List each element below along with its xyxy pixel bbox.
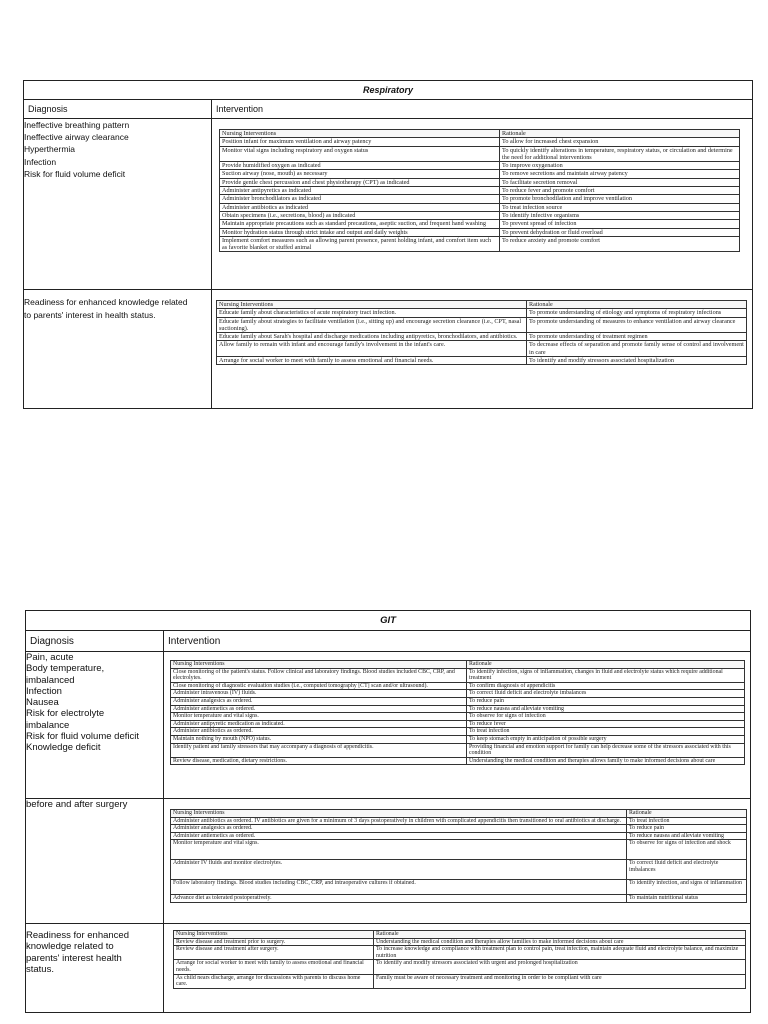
rationale-text: To reduce nausea and alleviate vomiting bbox=[467, 705, 745, 713]
diagnosis-cell bbox=[24, 290, 212, 409]
table-row bbox=[171, 682, 745, 690]
intervention-cell bbox=[164, 799, 751, 924]
interventions-table bbox=[216, 300, 747, 365]
rationale-text: To confirm diagnosis of appendicitis bbox=[467, 682, 745, 690]
rationale-text: To promote understanding of treatment regimen bbox=[527, 333, 747, 341]
table-row bbox=[171, 720, 745, 728]
intervention-cell bbox=[212, 119, 753, 290]
diagnosis-line: Risk for fluid volume deficit bbox=[26, 731, 139, 743]
intervention-text: Identify patient and family stressors that may accompany a diagnosis of appendicitis. bbox=[171, 743, 467, 757]
rationale-text: To treat infection source bbox=[500, 203, 740, 211]
interventions-header-row bbox=[171, 810, 747, 818]
diagnosis-cell bbox=[26, 652, 164, 799]
interventions-table bbox=[170, 660, 745, 765]
table-row bbox=[220, 138, 740, 146]
table-row bbox=[171, 880, 747, 895]
rationale-text: To treat infection bbox=[627, 817, 747, 825]
table-row bbox=[171, 817, 747, 825]
intervention-text: Maintain nothing by mouth (NPO) status. bbox=[171, 735, 467, 743]
rationale-text: To prevent spread of infection bbox=[500, 220, 740, 228]
table-row bbox=[220, 220, 740, 228]
rationale-text: To quickly identify alterations in temperature, respiratory status, or circulation and determine the need for additional interventions bbox=[500, 146, 740, 162]
diagnosis-line: Risk for electrolyte bbox=[26, 708, 105, 720]
diagnosis-line: Infection bbox=[24, 156, 57, 167]
table-row bbox=[220, 178, 740, 186]
interventions-table bbox=[170, 809, 747, 903]
interventions-header-row bbox=[174, 931, 746, 939]
rationale-text: To prevent dehydration or fluid overload bbox=[500, 228, 740, 236]
rationale-text: To identify and modify stressors associated with urgent and prolonged hospitalization bbox=[374, 960, 746, 974]
intervention-text: Arrange for social worker to meet with family to assess emotional and financial needs. bbox=[174, 960, 374, 974]
intervention-text: Review disease and treatment prior to surgery. bbox=[174, 938, 374, 946]
table-row bbox=[220, 203, 740, 211]
rationale-header: Rationale bbox=[467, 661, 745, 669]
table-row bbox=[220, 236, 740, 252]
table-row bbox=[217, 317, 747, 333]
table-row bbox=[217, 357, 747, 365]
intervention-cell bbox=[164, 652, 751, 799]
table-row bbox=[220, 195, 740, 203]
intervention-text: Monitor vital signs including respiratory and oxygen status bbox=[220, 146, 500, 162]
intervention-text: Advance diet as tolerated postoperatively. bbox=[171, 895, 627, 903]
rationale-text: To allow for increased chest expansion bbox=[500, 138, 740, 146]
nursing-interventions-header: Nursing Interventions bbox=[174, 931, 374, 939]
rationale-text: To decrease effects of separation and promote family sense of control and involvement in care bbox=[527, 341, 747, 357]
table-row bbox=[171, 668, 745, 682]
table-row bbox=[171, 840, 747, 860]
table-row bbox=[171, 690, 745, 698]
rationale-text: To increase knowledge and compliance with treatment plan to control pain, treat infection, maintain adequate fluid and electrolyte balance, and maximize nutrition bbox=[374, 946, 746, 960]
intervention-text: Provide humidified oxygen as indicated bbox=[220, 162, 500, 170]
nursing-interventions-header: Nursing Interventions bbox=[171, 810, 627, 818]
rationale-text: To promote understanding of measures to enhance ventilation and airway clearance bbox=[527, 317, 747, 333]
rationale-text: Family must be aware of necessary treatment and monitoring in order to be compliant with care bbox=[374, 974, 746, 988]
rationale-header: Rationale bbox=[500, 130, 740, 138]
table-row bbox=[171, 735, 745, 743]
intervention-header: Intervention bbox=[212, 100, 753, 119]
intervention-text: Educate family about characteristics of acute respiratory tract infection. bbox=[217, 309, 527, 317]
table-row bbox=[174, 938, 746, 946]
table-row bbox=[171, 860, 747, 880]
diagnosis-line: parents' interest health bbox=[26, 952, 122, 964]
table-row bbox=[171, 832, 747, 840]
rationale-header: Rationale bbox=[374, 931, 746, 939]
intervention-text: Educate family about strategies to facilitate ventilation (i.e., sitting up) and encourage secretion clearance (i.e., CPT, nasal suctioning). bbox=[217, 317, 527, 333]
diagnosis-line: Knowledge deficit bbox=[26, 742, 101, 754]
table-row bbox=[220, 170, 740, 178]
rationale-text: To reduce fever bbox=[467, 720, 745, 728]
rationale-text: To reduce pain bbox=[467, 697, 745, 705]
diagnosis-line: Body temperature, bbox=[26, 663, 105, 675]
table-row bbox=[174, 946, 746, 960]
rationale-text: To observe for signs of infection and shock bbox=[627, 840, 747, 860]
intervention-text: Obtain specimens (i.e., secretions, blood) as indicated bbox=[220, 211, 500, 219]
rationale-text: Providing financial and emotion support for family can help decrease some of the stressors associated with this condition bbox=[467, 743, 745, 757]
interventions-table bbox=[173, 930, 746, 989]
git-title: GIT bbox=[26, 611, 751, 631]
diagnosis-header: Diagnosis bbox=[26, 631, 164, 652]
rationale-text: To reduce nausea and alleviate vomiting bbox=[627, 832, 747, 840]
rationale-text: To promote understanding of etiology and symptoms of respiratory infections bbox=[527, 309, 747, 317]
rationale-text: To identify and modify stressors associated hospitalization bbox=[527, 357, 747, 365]
diagnosis-line: before and after surgery bbox=[26, 799, 128, 810]
diagnosis-line: imbalance bbox=[26, 719, 70, 731]
diagnosis-line: to parents' interest in health status. bbox=[24, 310, 156, 320]
nursing-interventions-header: Nursing Interventions bbox=[217, 301, 527, 309]
intervention-text: Allow family to remain with infant and encourage family's involvement in the infant's care. bbox=[217, 341, 527, 357]
nursing-interventions-header: Nursing Interventions bbox=[220, 130, 500, 138]
rationale-text: To keep stomach empty in anticipation of possible surgery bbox=[467, 735, 745, 743]
table-row bbox=[220, 187, 740, 195]
diagnosis-line: status. bbox=[26, 963, 54, 975]
rationale-text: Understanding the medical condition and therapies allow families to make informed decisions about care bbox=[374, 938, 746, 946]
intervention-text: Maintain appropriate precautions such as standard precautions, aseptic suction, and frequent hand washing bbox=[220, 220, 500, 228]
intervention-text: Monitor temperature and vital signs. bbox=[171, 713, 467, 721]
interventions-header-row bbox=[171, 661, 745, 669]
intervention-text: Provide gentle chest percussion and chest physiotherapy (CPT) as indicated bbox=[220, 178, 500, 186]
table-row bbox=[171, 705, 745, 713]
table-row bbox=[174, 974, 746, 988]
rationale-text: To identify infection, and signs of inflammation bbox=[627, 880, 747, 895]
intervention-cell bbox=[212, 290, 753, 409]
table-row bbox=[220, 228, 740, 236]
rationale-text: To correct fluid deficit and electrolyte imbalances bbox=[627, 860, 747, 880]
diagnosis-line: knowledge related to bbox=[26, 941, 114, 953]
rationale-text: To reduce fever and promote comfort bbox=[500, 187, 740, 195]
intervention-text: Close monitoring of diagnostic evaluation studies (i.e., computed tomography [CT] scan and/or ultrasound). bbox=[171, 682, 467, 690]
table-row bbox=[171, 728, 745, 736]
intervention-text: Administer antibiotics as ordered. bbox=[171, 728, 467, 736]
table-row bbox=[171, 743, 745, 757]
intervention-text: Review disease and treatment after surgery. bbox=[174, 946, 374, 960]
table-row bbox=[171, 895, 747, 903]
intervention-text: Administer antiemetics as ordered. bbox=[171, 832, 627, 840]
rationale-text: To identify infection, signs of inflammation, changes in fluid and electrolyte status which require additional treatment bbox=[467, 668, 745, 682]
rationale-text: To treat infection bbox=[467, 728, 745, 736]
intervention-header: Intervention bbox=[164, 631, 751, 652]
rationale-text: To observe for signs of infection bbox=[467, 713, 745, 721]
intervention-text: Administer analgesics as ordered. bbox=[171, 825, 627, 833]
diagnosis-cell bbox=[26, 924, 164, 1013]
diagnosis-cell bbox=[26, 799, 164, 924]
rationale-text: To identify infective organisms bbox=[500, 211, 740, 219]
intervention-text: Administer antibiotics as indicated bbox=[220, 203, 500, 211]
diagnosis-line: Hyperthermia bbox=[24, 144, 76, 155]
intervention-text: Administer antipyretics as indicated bbox=[220, 187, 500, 195]
table-row bbox=[220, 211, 740, 219]
intervention-text: Monitor temperature and vital signs. bbox=[171, 840, 627, 860]
rationale-text: To improve oxygenation bbox=[500, 162, 740, 170]
intervention-text: Review disease, medication, dietary restrictions. bbox=[171, 757, 467, 765]
diagnosis-line: Ineffective breathing pattern bbox=[24, 120, 130, 130]
table-row bbox=[171, 825, 747, 833]
rationale-text: To reduce anxiety and promote comfort bbox=[500, 236, 740, 252]
diagnosis-line: Readiness for enhanced knowledge related bbox=[24, 297, 188, 307]
respiratory-title: Respiratory bbox=[24, 81, 753, 100]
table-row bbox=[220, 162, 740, 170]
intervention-text: Administer antipyretic medication as indicated. bbox=[171, 720, 467, 728]
table-row bbox=[217, 309, 747, 317]
diagnosis-cell bbox=[24, 119, 212, 290]
intervention-text: Close monitoring of the patient's status. Follow clinical and laboratory findings. Blood studies included CBC, CRP, and electrolytes. bbox=[171, 668, 467, 682]
rationale-text: To remove secretions and maintain airway patency bbox=[500, 170, 740, 178]
intervention-text: Educate family about Sarah's hospital and discharge medications including antipyretics, bronchodilators, and antibiotics. bbox=[217, 333, 527, 341]
rationale-header: Rationale bbox=[527, 301, 747, 309]
table-row bbox=[174, 960, 746, 974]
interventions-header-row bbox=[217, 301, 747, 309]
table-row bbox=[171, 713, 745, 721]
intervention-text: Administer intravenous (IV) fluids. bbox=[171, 690, 467, 698]
intervention-text: Administer antibiotics as ordered. IV antibiotics are given for a minimum of 3 days postoperatively in children with complicated appendicitis then transitioned to oral antibiotics at discharge. bbox=[171, 817, 627, 825]
diagnosis-line: Pain, acute bbox=[26, 652, 74, 663]
intervention-cell bbox=[164, 924, 751, 1013]
diagnosis-line: Infection bbox=[26, 685, 62, 697]
rationale-text: To facilitate secretion removal bbox=[500, 178, 740, 186]
intervention-text: Suction airway (nose, mouth) as necessary bbox=[220, 170, 500, 178]
diagnosis-line: Nausea bbox=[26, 697, 59, 709]
diagnosis-line: Risk for fluid volume deficit bbox=[24, 168, 126, 179]
intervention-text: Arrange for social worker to meet with family to assess emotional and financial needs. bbox=[217, 357, 527, 365]
intervention-text: Position infant for maximum ventilation and airway patency bbox=[220, 138, 500, 146]
intervention-text: Administer analgesics as ordered. bbox=[171, 697, 467, 705]
intervention-text: Implement comfort measures such as allowing parent presence, parent holding infant, and comfort item such as favorite blanket or stuffed animal bbox=[220, 236, 500, 252]
intervention-text: Administer bronchodilators as indicated bbox=[220, 195, 500, 203]
diagnosis-header: Diagnosis bbox=[24, 100, 212, 119]
intervention-text: Administer antiemetics as ordered. bbox=[171, 705, 467, 713]
rationale-text: To correct fluid deficit and electrolyte imbalances bbox=[467, 690, 745, 698]
intervention-text: Follow laboratory findings. Blood studies including CBC, CRP, and intraoperative cultures if obtained. bbox=[171, 880, 627, 895]
diagnosis-line: Ineffective airway clearance bbox=[24, 132, 129, 143]
intervention-text: Administer IV fluids and monitor electrolytes. bbox=[171, 860, 627, 880]
table-row bbox=[171, 697, 745, 705]
diagnosis-line: Readiness for enhanced bbox=[26, 930, 129, 941]
table-row bbox=[171, 757, 745, 765]
interventions-table bbox=[219, 129, 740, 252]
rationale-header: Rationale bbox=[627, 810, 747, 818]
respiratory-care-plan-table bbox=[23, 80, 753, 409]
rationale-text: To reduce pain bbox=[627, 825, 747, 833]
intervention-text: Monitor hydration status through strict intake and output and daily weights bbox=[220, 228, 500, 236]
intervention-text: As child nears discharge, arrange for discussions with parents to discuss home care. bbox=[174, 974, 374, 988]
diagnosis-line: imbalanced bbox=[26, 674, 75, 686]
rationale-text: To promote bronchodilation and improve ventilation bbox=[500, 195, 740, 203]
interventions-header-row bbox=[220, 130, 740, 138]
nursing-interventions-header: Nursing Interventions bbox=[171, 661, 467, 669]
rationale-text: To maintain nutritional status bbox=[627, 895, 747, 903]
table-row bbox=[217, 341, 747, 357]
git-care-plan-table bbox=[25, 610, 751, 1013]
rationale-text: Understanding the medical condition and therapies allows family to make informed decisions about care bbox=[467, 757, 745, 765]
table-row bbox=[217, 333, 747, 341]
table-row bbox=[220, 146, 740, 162]
